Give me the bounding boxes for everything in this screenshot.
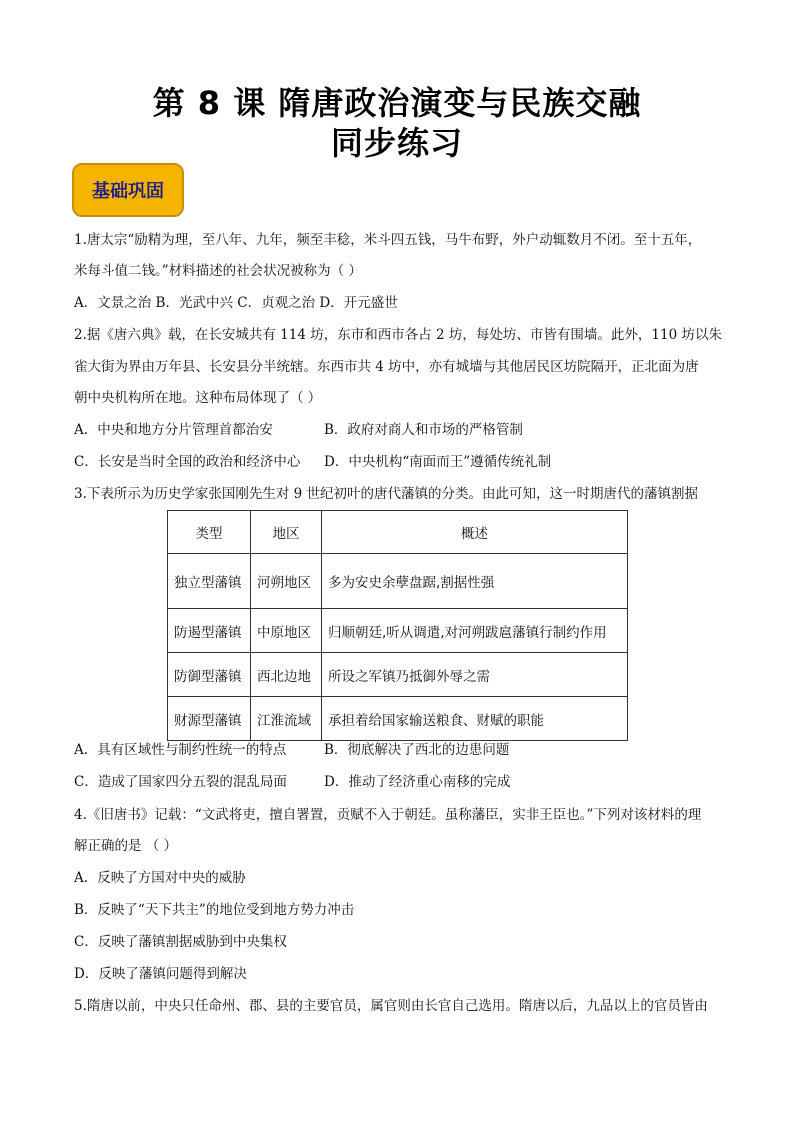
q4-option-d: D．反映了藩镇问题得到解决 <box>74 966 247 982</box>
table-cell-type: 防遏型藩镇 <box>168 609 251 653</box>
q2-option-c: C．长安是当时全国的政治和经济中心 <box>74 454 301 470</box>
q2-stem-line3: 朝中央机构所在地。这种布局体现了（ ） <box>74 390 322 406</box>
q4-stem-line1: 4.《旧唐书》记载：“文武将吏，擅自署置，贡赋不入于朝廷。虽称藩臣，实非王臣也。”下列对该材料的理 <box>74 807 702 823</box>
q2-stem-line2: 雀大街为界由万年县、长安县分半统辖。东西市共 4 坊中，亦有城墙与其他居民区坊院隔开，正北面为唐 <box>74 359 699 375</box>
q4-option-c: C．反映了藩镇割据威胁到中央集权 <box>74 934 287 950</box>
fanzhen-classification-table <box>167 510 628 741</box>
table-cell-summary: 承担着给国家输送粮食、财赋的职能 <box>322 697 628 741</box>
q4-option-a: A．反映了方国对中央的威胁 <box>74 870 246 886</box>
table-cell-summary: 多为安史余孽盘踞,割据性强 <box>322 554 628 609</box>
lesson-subtitle: 同步练习 <box>330 124 463 162</box>
q2-option-b: B．政府对商人和市场的严格管制 <box>324 422 523 438</box>
q3-option-d: D．推动了经济重心南移的完成 <box>324 774 511 790</box>
q4-option-b: B．反映了“天下共主”的地位受到地方势力冲击 <box>74 902 355 918</box>
q1-stem-line2: 米每斗值二钱。”材料描述的社会状况被称为（ ） <box>74 263 362 279</box>
q1-options: A．文景之治 B．光武中兴 C．贞观之治 D．开元盛世 <box>74 295 398 311</box>
q4-stem-line2: 解正确的是 （ ） <box>74 838 178 854</box>
table-cell-region: 西北边地 <box>251 653 322 697</box>
table-row <box>168 697 628 741</box>
table-cell-type: 财源型藩镇 <box>168 697 251 741</box>
lesson-title: 第 8 课 隋唐政治演变与民族交融 <box>152 84 642 122</box>
q3-option-a: A．具有区域性与制约性统一的特点 <box>74 742 287 758</box>
table-cell-region: 江淮流域 <box>251 697 322 741</box>
q2-option-a: A．中央和地方分片管理首都治安 <box>74 422 273 438</box>
table-cell-type: 防御型藩镇 <box>168 653 251 697</box>
table-cell-summary: 所设之军镇乃抵御外辱之需 <box>322 653 628 697</box>
q3-option-b: B．彻底解决了西北的边患问题 <box>324 742 510 758</box>
table-header-summary: 概述 <box>322 511 628 554</box>
section-badge: 基础巩固 <box>72 163 184 217</box>
table-cell-region: 河朔地区 <box>251 554 322 609</box>
q2-stem-line1: 2.据《唐六典》载，在长安城共有 114 坊，东市和西市各占 2 坊，每处坊、市皆有围墙。此外，110 坊以朱 <box>74 327 722 343</box>
table-cell-region: 中原地区 <box>251 609 322 653</box>
q3-stem-line1: 3.下表所示为历史学家张国刚先生对 9 世纪初叶的唐代藩镇的分类。由此可知，这一时期唐代的藩镇割据 <box>74 486 699 502</box>
table-row <box>168 554 628 609</box>
q1-stem-line1: 1.唐太宗“励精为理，至八年、九年，频至丰稔，米斗四五钱，马牛布野，外户动辄数月不闭。至十五年， <box>74 232 702 248</box>
table-cell-type: 独立型藩镇 <box>168 554 251 609</box>
q5-stem-line1: 5.隋唐以前，中央只任命州、郡、县的主要官员，属官则由长官自己选用。隋唐以后，九品以上的官员皆由 <box>74 998 708 1014</box>
table-row <box>168 609 628 653</box>
table-row <box>168 653 628 697</box>
table-header-row <box>168 511 628 554</box>
q3-option-c: C．造成了国家四分五裂的混乱局面 <box>74 774 287 790</box>
q2-option-d: D．中央机构“南面而王”遵循传统礼制 <box>324 454 552 470</box>
table-header-region: 地区 <box>251 511 322 554</box>
table-cell-summary: 归顺朝廷,听从调遣,对河朔跋扈藩镇行制约作用 <box>322 609 628 653</box>
table-header-type: 类型 <box>168 511 251 554</box>
